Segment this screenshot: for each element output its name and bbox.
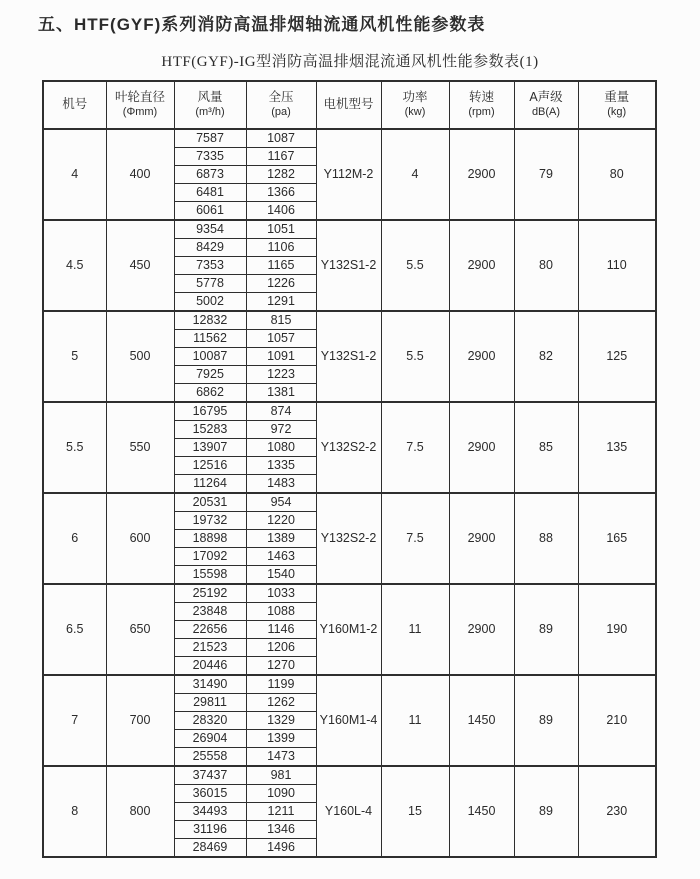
table-row (43, 402, 656, 421)
cell-total-pressure: 1223 (246, 366, 316, 384)
cell-total-pressure: 1496 (246, 839, 316, 858)
table-body (43, 129, 656, 857)
col-header-unit: (kg) (607, 105, 627, 118)
cell-total-pressure: 1106 (246, 239, 316, 257)
cell-air-volume: 21523 (174, 639, 246, 657)
cell-air-volume: 23848 (174, 603, 246, 621)
cell-air-volume: 7925 (174, 366, 246, 384)
cell-motor-model: Y132S1-2 (316, 220, 381, 311)
cell-speed: 2900 (449, 311, 514, 402)
cell-impeller-diameter: 400 (106, 129, 174, 220)
cell-air-volume: 37437 (174, 766, 246, 785)
cell-air-volume: 7587 (174, 129, 246, 148)
cell-sound-level: 80 (514, 220, 578, 311)
col-header-label: 叶轮直径 (114, 90, 165, 105)
cell-air-volume: 25192 (174, 584, 246, 603)
cell-total-pressure: 1389 (246, 530, 316, 548)
cell-total-pressure: 1381 (246, 384, 316, 403)
cell-air-volume: 15598 (174, 566, 246, 585)
cell-speed: 2900 (449, 493, 514, 584)
cell-sound-level: 89 (514, 766, 578, 857)
cell-air-volume: 34493 (174, 803, 246, 821)
cell-air-volume: 26904 (174, 730, 246, 748)
cell-total-pressure: 1473 (246, 748, 316, 767)
cell-impeller-diameter: 800 (106, 766, 174, 857)
table-row (43, 129, 656, 148)
cell-air-volume: 36015 (174, 785, 246, 803)
cell-power: 5.5 (381, 311, 449, 402)
cell-air-volume: 19732 (174, 512, 246, 530)
cell-total-pressure: 1291 (246, 293, 316, 312)
cell-air-volume: 9354 (174, 220, 246, 239)
cell-motor-model: Y160M1-4 (316, 675, 381, 766)
cell-impeller-diameter: 600 (106, 493, 174, 584)
col-header-unit: (kw) (404, 105, 426, 118)
cell-total-pressure: 1366 (246, 184, 316, 202)
cell-total-pressure: 1329 (246, 712, 316, 730)
cell-speed: 2900 (449, 584, 514, 675)
cell-motor-model: Y132S1-2 (316, 311, 381, 402)
cell-impeller-diameter: 450 (106, 220, 174, 311)
cell-impeller-diameter: 700 (106, 675, 174, 766)
cell-air-volume: 7335 (174, 148, 246, 166)
cell-total-pressure: 815 (246, 311, 316, 330)
cell-air-volume: 6481 (174, 184, 246, 202)
cell-air-volume: 6862 (174, 384, 246, 403)
col-header-unit: (rpm) (468, 105, 495, 118)
col-header-unit: (m³/h) (195, 105, 225, 118)
table-row (43, 220, 656, 239)
col-header-total-pressure (246, 81, 316, 129)
cell-speed: 2900 (449, 402, 514, 493)
cell-motor-model: Y160M1-2 (316, 584, 381, 675)
col-header-label: 重量 (604, 90, 630, 105)
cell-sound-level: 88 (514, 493, 578, 584)
cell-total-pressure: 1199 (246, 675, 316, 694)
cell-power: 7.5 (381, 402, 449, 493)
col-header-power (381, 81, 449, 129)
col-header-label: A声级 (529, 90, 563, 105)
cell-machine-no: 6 (43, 493, 106, 584)
cell-weight: 110 (578, 220, 656, 311)
table-head (43, 81, 656, 129)
cell-air-volume: 28469 (174, 839, 246, 858)
table-row (43, 584, 656, 603)
cell-air-volume: 13907 (174, 439, 246, 457)
cell-power: 5.5 (381, 220, 449, 311)
col-header-unit: dB(A) (531, 105, 561, 118)
cell-weight: 190 (578, 584, 656, 675)
cell-air-volume: 7353 (174, 257, 246, 275)
cell-total-pressure: 1463 (246, 548, 316, 566)
cell-sound-level: 85 (514, 402, 578, 493)
cell-total-pressure: 972 (246, 421, 316, 439)
cell-total-pressure: 1091 (246, 348, 316, 366)
cell-air-volume: 10087 (174, 348, 246, 366)
cell-speed: 2900 (449, 220, 514, 311)
cell-air-volume: 11562 (174, 330, 246, 348)
cell-total-pressure: 1165 (246, 257, 316, 275)
cell-total-pressure: 874 (246, 402, 316, 421)
cell-speed: 1450 (449, 766, 514, 857)
table-row (43, 766, 656, 785)
col-header-label: 风量 (197, 90, 223, 105)
cell-weight: 210 (578, 675, 656, 766)
cell-total-pressure: 1146 (246, 621, 316, 639)
cell-machine-no: 5 (43, 311, 106, 402)
page-subtitle: HTF(GYF)-IG型消防高温排烟混流通风机性能参数表(1) (161, 54, 539, 70)
cell-total-pressure: 1167 (246, 148, 316, 166)
cell-motor-model: Y112M-2 (316, 129, 381, 220)
cell-machine-no: 5.5 (43, 402, 106, 493)
cell-air-volume: 20531 (174, 493, 246, 512)
cell-machine-no: 6.5 (43, 584, 106, 675)
table-row (43, 311, 656, 330)
cell-air-volume: 28320 (174, 712, 246, 730)
table-row (43, 493, 656, 512)
col-header-label: 电机型号 (323, 97, 374, 112)
cell-air-volume: 29811 (174, 694, 246, 712)
col-header-label: 功率 (402, 90, 428, 105)
cell-machine-no: 4 (43, 129, 106, 220)
cell-air-volume: 5778 (174, 275, 246, 293)
cell-total-pressure: 1483 (246, 475, 316, 494)
cell-motor-model: Y132S2-2 (316, 493, 381, 584)
cell-air-volume: 18898 (174, 530, 246, 548)
cell-power: 7.5 (381, 493, 449, 584)
cell-speed: 2900 (449, 129, 514, 220)
cell-sound-level: 89 (514, 584, 578, 675)
cell-air-volume: 6873 (174, 166, 246, 184)
cell-air-volume: 6061 (174, 202, 246, 221)
cell-total-pressure: 954 (246, 493, 316, 512)
cell-total-pressure: 1206 (246, 639, 316, 657)
cell-sound-level: 79 (514, 129, 578, 220)
cell-total-pressure: 1226 (246, 275, 316, 293)
cell-air-volume: 25558 (174, 748, 246, 767)
cell-total-pressure: 1406 (246, 202, 316, 221)
cell-air-volume: 20446 (174, 657, 246, 676)
cell-weight: 230 (578, 766, 656, 857)
cell-sound-level: 82 (514, 311, 578, 402)
cell-air-volume: 31490 (174, 675, 246, 694)
cell-total-pressure: 1282 (246, 166, 316, 184)
col-header-label: 全压 (268, 90, 294, 105)
cell-total-pressure: 1051 (246, 220, 316, 239)
cell-air-volume: 22656 (174, 621, 246, 639)
cell-total-pressure: 1090 (246, 785, 316, 803)
col-header-speed (449, 81, 514, 129)
cell-motor-model: Y132S2-2 (316, 402, 381, 493)
col-header-label: 机号 (62, 97, 88, 112)
col-header-unit: (Φmm) (122, 105, 158, 118)
col-header-sound-level (514, 81, 578, 129)
cell-air-volume: 11264 (174, 475, 246, 494)
cell-total-pressure: 1087 (246, 129, 316, 148)
table-row (43, 675, 656, 694)
cell-total-pressure: 1399 (246, 730, 316, 748)
cell-total-pressure: 1080 (246, 439, 316, 457)
cell-total-pressure: 1033 (246, 584, 316, 603)
col-header-unit: (pa) (271, 105, 291, 118)
cell-total-pressure: 1346 (246, 821, 316, 839)
cell-impeller-diameter: 650 (106, 584, 174, 675)
cell-machine-no: 8 (43, 766, 106, 857)
cell-impeller-diameter: 550 (106, 402, 174, 493)
cell-sound-level: 89 (514, 675, 578, 766)
cell-air-volume: 12516 (174, 457, 246, 475)
cell-speed: 1450 (449, 675, 514, 766)
col-header-machine-no (43, 81, 106, 129)
cell-impeller-diameter: 500 (106, 311, 174, 402)
cell-air-volume: 31196 (174, 821, 246, 839)
cell-machine-no: 4.5 (43, 220, 106, 311)
cell-air-volume: 16795 (174, 402, 246, 421)
cell-total-pressure: 1270 (246, 657, 316, 676)
cell-total-pressure: 1057 (246, 330, 316, 348)
cell-air-volume: 12832 (174, 311, 246, 330)
col-header-weight (578, 81, 656, 129)
cell-machine-no: 7 (43, 675, 106, 766)
cell-air-volume: 8429 (174, 239, 246, 257)
cell-total-pressure: 1211 (246, 803, 316, 821)
col-header-air-volume (174, 81, 246, 129)
cell-total-pressure: 1088 (246, 603, 316, 621)
cell-total-pressure: 1262 (246, 694, 316, 712)
page-title: 五、HTF(GYF)系列消防高温排烟轴流通风机性能参数表 (38, 15, 486, 34)
cell-total-pressure: 1335 (246, 457, 316, 475)
col-header-impeller-diameter (106, 81, 174, 129)
col-header-motor-model (316, 81, 381, 129)
cell-power: 4 (381, 129, 449, 220)
col-header-label: 转速 (468, 90, 494, 105)
cell-power: 15 (381, 766, 449, 857)
cell-power: 11 (381, 675, 449, 766)
table-header-row (43, 81, 656, 129)
cell-air-volume: 5002 (174, 293, 246, 312)
cell-air-volume: 17092 (174, 548, 246, 566)
cell-weight: 80 (578, 129, 656, 220)
cell-air-volume: 15283 (174, 421, 246, 439)
fan-performance-table (42, 80, 657, 858)
cell-power: 11 (381, 584, 449, 675)
cell-total-pressure: 1540 (246, 566, 316, 585)
cell-weight: 135 (578, 402, 656, 493)
cell-total-pressure: 981 (246, 766, 316, 785)
cell-weight: 125 (578, 311, 656, 402)
cell-total-pressure: 1220 (246, 512, 316, 530)
cell-weight: 165 (578, 493, 656, 584)
cell-motor-model: Y160L-4 (316, 766, 381, 857)
